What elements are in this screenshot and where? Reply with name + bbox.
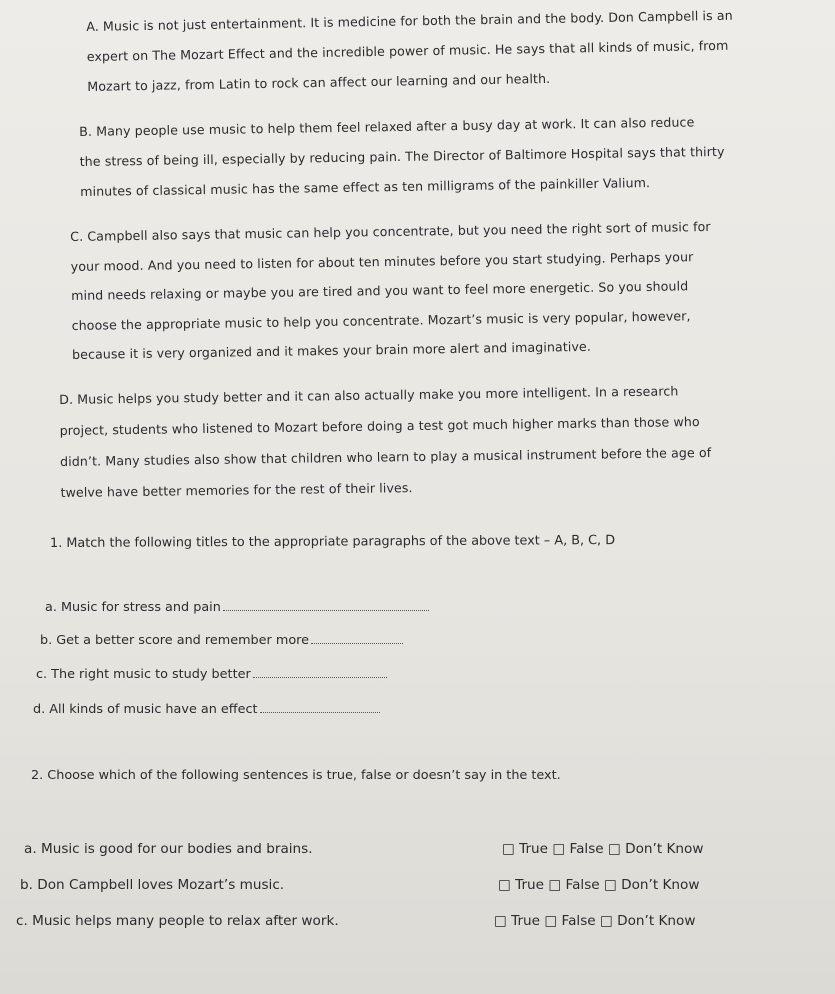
paragraph-line: project, students who listened to Mozart before doing a test got much higher marks than those who xyxy=(59,414,700,438)
answer-blank[interactable] xyxy=(223,609,429,611)
paragraph-line: A. Music is not just entertainment. It is medicine for both the brain and the body. Don Campbell is an xyxy=(86,7,733,34)
paragraph-line: the stress of being ill, especially by reducing pain. The Director of Baltimore Hospital says that thirty xyxy=(79,143,725,169)
paragraph-line: didn’t. Many studies also show that children who learn to play a musical instrument before the age of xyxy=(59,444,712,469)
paragraph-a xyxy=(86,1,734,102)
paragraph-d xyxy=(59,375,712,508)
statement-text: a. Music is good for our bodies and brains. xyxy=(24,841,313,857)
true-false-options[interactable]: □ True □ False □ Don’t Know xyxy=(502,841,704,857)
statement-row xyxy=(20,877,700,893)
paragraph-line: minutes of classical music has the same effect as ten milligrams of the painkiller Valium. xyxy=(80,175,651,199)
paragraph-line: D. Music helps you study better and it can also actually make you more intelligent. In a research xyxy=(59,383,679,407)
match-item-label: d. All kinds of music have an effect xyxy=(33,702,258,717)
paragraph-line: choose the appropriate music to help you concentrate. Mozart’s music is very popular, however, xyxy=(71,307,691,333)
match-item-label: c. The right music to study better xyxy=(36,667,251,682)
paragraph-line: because it is very organized and it makes your brain more alert and imaginative. xyxy=(71,338,592,362)
statement-row xyxy=(16,913,696,929)
match-item-label: b. Get a better score and remember more xyxy=(40,633,310,648)
question-1-prompt: 1. Match the following titles to the appropriate paragraphs of the above text – A, B, C, D xyxy=(50,533,616,551)
paragraph-line: expert on The Mozart Effect and the incredible power of music. He says that all kinds of music, from xyxy=(86,37,729,64)
statement-text: b. Don Campbell loves Mozart’s music. xyxy=(20,877,285,893)
true-false-options[interactable]: □ True □ False □ Don’t Know xyxy=(498,877,700,893)
answer-blank[interactable] xyxy=(253,676,387,678)
paragraph-line: Mozart to jazz, from Latin to rock can affect our learning and our health. xyxy=(87,70,551,94)
match-item xyxy=(40,633,403,648)
match-item xyxy=(45,600,429,615)
answer-blank[interactable] xyxy=(311,642,403,644)
paragraph-line: mind needs relaxing or maybe you are tired and you want to feel more energetic. So you should xyxy=(71,278,689,303)
match-item xyxy=(36,667,387,682)
paragraph-line: B. Many people use music to help them feel relaxed after a busy day at work. It can also reduce xyxy=(79,114,695,139)
true-false-options[interactable]: □ True □ False □ Don’t Know xyxy=(494,913,696,929)
match-item xyxy=(33,702,380,717)
paragraph-b xyxy=(79,107,725,207)
match-item-label: a. Music for stress and pain xyxy=(45,600,221,615)
paragraph-line: your mood. And you need to listen for about ten minutes before you start studying. Perhaps your xyxy=(70,248,694,274)
paragraph-line: twelve have better memories for the rest of their lives. xyxy=(60,480,413,500)
paragraph-c xyxy=(70,212,713,370)
statement-text: c. Music helps many people to relax after work. xyxy=(16,913,339,929)
paragraph-line: C. Campbell also says that music can help you concentrate, but you need the right sort of music for xyxy=(70,218,711,244)
statement-row xyxy=(24,841,704,857)
answer-blank[interactable] xyxy=(260,711,380,713)
question-2-prompt: 2. Choose which of the following sentences is true, false or doesn’t say in the text. xyxy=(31,768,561,783)
